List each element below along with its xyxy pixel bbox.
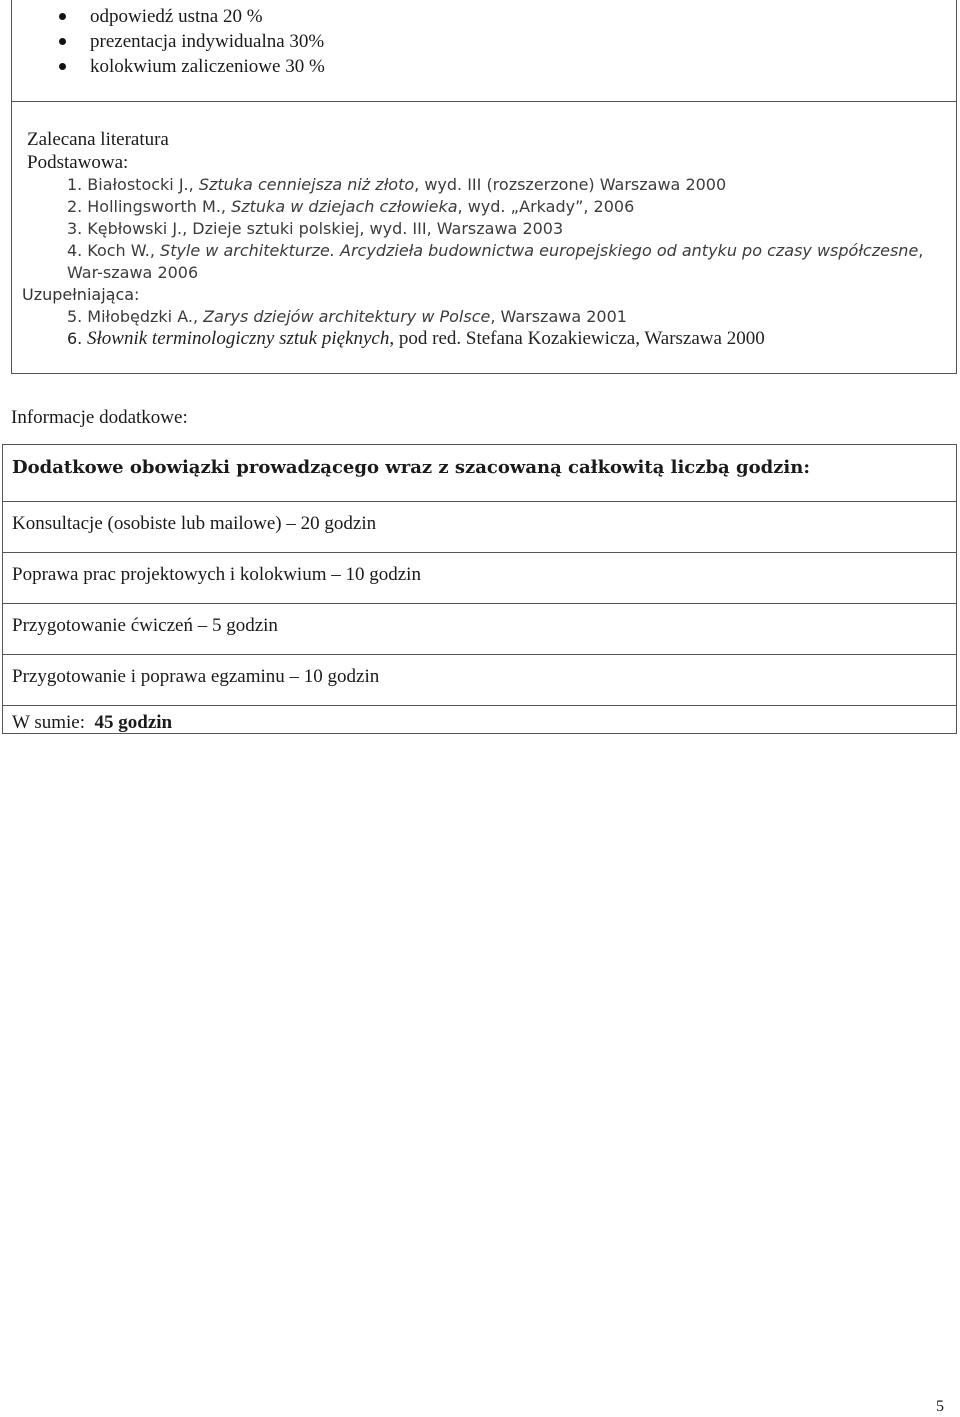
literature-entry-6: 6. Słownik terminologiczny sztuk pięknych, pod red. Stefana Kozakiewicza, Warszawa 2000 [67, 328, 765, 349]
duties-table [2, 444, 957, 734]
literature-entry-5: 5. Miłobędzki A., Zarys dziejów architektury w Polsce, Warszawa 2001 [67, 307, 627, 326]
table-row: Poprawa prac projektowych i kolokwium – 10 godzin [3, 552, 956, 603]
literature-entry-3: 3. Kębłowski J., Dzieje sztuki polskiej, wyd. III, Warszawa 2003 [67, 219, 564, 238]
table-row: Przygotowanie i poprawa egzaminu – 10 godzin [3, 654, 956, 705]
literature-entry-2: 2. Hollingsworth M., Sztuka w dziejach człowieka, wyd. „Arkady”, 2006 [67, 197, 635, 216]
supplementary-literature-label: Uzupełniająca: [22, 285, 140, 304]
literature-entry-4: 4. Koch W., Style w architekturze. Arcydzieła budownictwa europejskiego od antyku po czasy współczesne, War-szawa 2006 [67, 241, 924, 282]
total-value: 45 godzin [94, 712, 173, 733]
table-row: Konsultacje (osobiste lub mailowe) – 20 godzin [3, 501, 956, 552]
total-label: W sumie: [12, 712, 86, 733]
literature-box [11, 102, 957, 374]
duties-heading: Dodatkowe obowiązki prowadzącego wraz z szacowaną całkowitą liczbą godzin: [12, 457, 810, 478]
table-row: Przygotowanie ćwiczeń – 5 godzin [3, 603, 956, 654]
assessment-box [11, 0, 957, 102]
assessment-list [12, 4, 325, 79]
literature-entry-1: 1. Białostocki J., Sztuka cenniejsza niż złoto, wyd. III (rozszerzone) Warszawa 2000 [67, 175, 727, 194]
list-item: odpowiedź ustna 20 % [12, 4, 325, 29]
additional-info-title: Informacje dodatkowe: [11, 407, 188, 428]
list-item: prezentacja indywidualna 30% [12, 29, 325, 54]
literature-heading: Zalecana literatura [27, 129, 169, 150]
bullet-icon [59, 38, 66, 45]
basic-literature-label: Podstawowa: [27, 152, 129, 173]
duties-heading-row [3, 445, 956, 501]
page-number: 5 [936, 1398, 944, 1415]
total-row [3, 705, 956, 735]
list-item: kolokwium zaliczeniowe 30 % [12, 54, 325, 79]
bullet-icon [59, 63, 66, 70]
bullet-icon [59, 13, 66, 20]
